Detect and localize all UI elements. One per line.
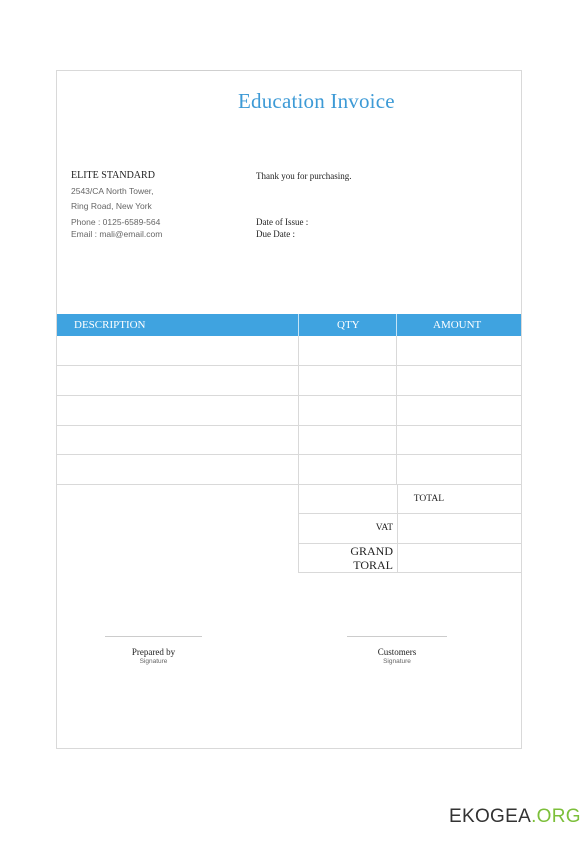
prepared-signature-line [105, 636, 202, 637]
header-qty: QTY [337, 319, 360, 331]
grand-total-row [298, 544, 521, 573]
vat-label: VAT [375, 523, 393, 533]
cell-divider [298, 425, 299, 454]
customers-label: Customers [377, 647, 417, 657]
table-row [57, 396, 521, 426]
header-description: DESCRIPTION [74, 319, 146, 331]
due-date-label: Due Date : [256, 229, 295, 239]
prepared-signature-label: Signature [139, 658, 168, 665]
cell-divider [396, 396, 397, 425]
table-row [57, 425, 521, 455]
grand-total-label-line1: GRAND [350, 544, 393, 558]
watermark-part1: EKOGEA [449, 806, 532, 827]
table-row [57, 366, 521, 396]
total-label: TOTAL [413, 494, 444, 504]
watermark-part2: .ORG [531, 806, 581, 827]
cell-divider [397, 544, 398, 572]
cell-divider [396, 425, 397, 454]
grand-total-label-line2: TORAL [353, 558, 393, 572]
header-amount: AMOUNT [433, 319, 482, 331]
cell-divider [396, 336, 397, 365]
cell-divider [396, 366, 397, 395]
cell-divider [298, 455, 299, 484]
table-row [57, 336, 521, 366]
cell-divider [397, 484, 398, 513]
header-divider [298, 314, 299, 336]
cell-divider [298, 396, 299, 425]
cell-divider [397, 514, 398, 543]
top-divider [150, 70, 230, 71]
invoice-title: Education Invoice [238, 89, 395, 113]
table-row [57, 455, 521, 485]
customer-signature-line [347, 636, 447, 637]
company-email: Email : mali@email.com [71, 229, 163, 239]
vat-row [298, 514, 521, 544]
company-address-line2: Ring Road, New York [71, 201, 152, 211]
header-divider [396, 314, 397, 336]
table-header [57, 314, 521, 336]
customer-signature-label: Signature [383, 658, 411, 665]
thanks-message: Thank you for purchasing. [256, 171, 352, 181]
total-row [298, 484, 521, 514]
watermark-logo [449, 806, 581, 828]
company-phone: Phone : 0125-6589-564 [71, 217, 161, 227]
cell-divider [396, 455, 397, 484]
cell-divider [298, 336, 299, 365]
company-name: ELITE STANDARD [71, 170, 155, 181]
prepared-by-label: Prepared by [131, 647, 176, 657]
date-of-issue-label: Date of Issue : [256, 217, 309, 227]
company-address-line1: 2543/CA North Tower, [71, 186, 154, 196]
cell-divider [298, 366, 299, 395]
